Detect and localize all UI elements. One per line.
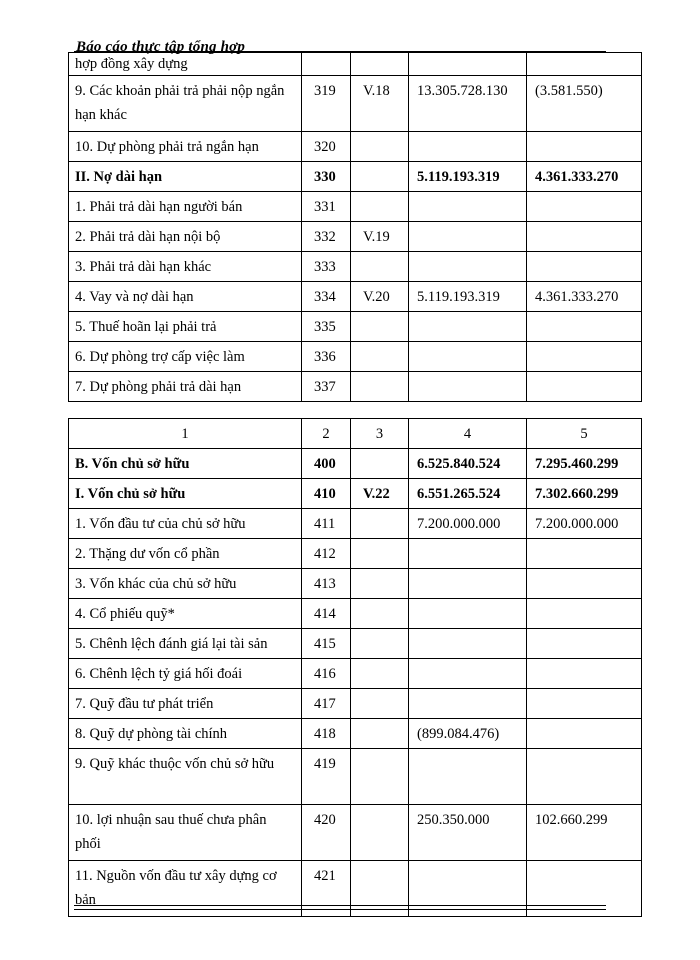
current-period-value: 6.551.265.524 [409, 479, 527, 509]
current-period-value [409, 372, 527, 402]
previous-period-value [527, 312, 642, 342]
item-code: 333 [302, 252, 351, 282]
table-row [69, 479, 642, 509]
item-note [351, 312, 409, 342]
item-code: 415 [302, 629, 351, 659]
item-code: 335 [302, 312, 351, 342]
item-note: V.18 [351, 76, 409, 132]
item-name: 2. Thặng dư vốn cổ phần [69, 539, 302, 569]
item-note [351, 252, 409, 282]
current-period-value: 6.525.840.524 [409, 449, 527, 479]
previous-period-value [527, 252, 642, 282]
table-row [69, 509, 642, 539]
item-name: 7. Dự phòng phải trả dài hạn [69, 372, 302, 402]
item-note [351, 509, 409, 539]
previous-period-value [527, 749, 642, 805]
item-name: 9. Quỹ khác thuộc vốn chủ sở hữu [69, 749, 302, 805]
item-code: 337 [302, 372, 351, 402]
previous-period-value [527, 689, 642, 719]
table-row [69, 222, 642, 252]
item-note [351, 569, 409, 599]
current-period-value: 5.119.193.319 [409, 162, 527, 192]
item-code: 330 [302, 162, 351, 192]
item-name: 11. Nguồn vốn đầu tư xây dựng cơ bản [69, 861, 302, 917]
current-period-value: 250.350.000 [409, 805, 527, 861]
previous-period-value: 4.361.333.270 [527, 282, 642, 312]
item-code: 334 [302, 282, 351, 312]
item-note [351, 132, 409, 162]
table-row [69, 805, 642, 861]
item-note [351, 599, 409, 629]
current-period-value [409, 749, 527, 805]
current-period-value [409, 132, 527, 162]
item-name: 6. Dự phòng trợ cấp việc làm [69, 342, 302, 372]
footer-rule [74, 905, 606, 906]
current-period-value [409, 252, 527, 282]
item-note [351, 629, 409, 659]
item-name: 5. Thuế hoãn lại phải trả [69, 312, 302, 342]
item-code: 410 [302, 479, 351, 509]
item-code: 414 [302, 599, 351, 629]
table-row [69, 132, 642, 162]
previous-period-value [527, 342, 642, 372]
current-period-value: 7.200.000.000 [409, 509, 527, 539]
table-row [69, 539, 642, 569]
item-code: 400 [302, 449, 351, 479]
current-period-value [409, 312, 527, 342]
column-number: 4 [409, 419, 527, 449]
item-code [302, 53, 351, 76]
previous-period-value: 7.295.460.299 [527, 449, 642, 479]
item-name: B. Vốn chủ sở hữu [69, 449, 302, 479]
table-row [69, 53, 642, 76]
previous-period-value [527, 659, 642, 689]
column-number: 3 [351, 419, 409, 449]
item-code: 332 [302, 222, 351, 252]
column-number: 2 [302, 419, 351, 449]
table-row [69, 449, 642, 479]
item-name: 7. Quỹ đầu tư phát triển [69, 689, 302, 719]
item-code: 320 [302, 132, 351, 162]
table-row [69, 372, 642, 402]
item-name: hợp đồng xây dựng [69, 53, 302, 76]
item-name: 10. Dự phòng phải trả ngắn hạn [69, 132, 302, 162]
table-row [69, 192, 642, 222]
item-note [351, 805, 409, 861]
previous-period-value: (3.581.550) [527, 76, 642, 132]
liabilities-table [68, 52, 642, 402]
item-note [351, 372, 409, 402]
current-period-value [409, 599, 527, 629]
item-name: II. Nợ dài hạn [69, 162, 302, 192]
previous-period-value [527, 132, 642, 162]
previous-period-value [527, 539, 642, 569]
previous-period-value: 7.200.000.000 [527, 509, 642, 539]
previous-period-value [527, 372, 642, 402]
table-row [69, 719, 642, 749]
item-note [351, 162, 409, 192]
item-name: I. Vốn chủ sở hữu [69, 479, 302, 509]
item-name: 4. Vay và nợ dài hạn [69, 282, 302, 312]
current-period-value [409, 222, 527, 252]
item-note [351, 192, 409, 222]
current-period-value [409, 629, 527, 659]
item-code: 418 [302, 719, 351, 749]
item-name: 8. Quỹ dự phòng tài chính [69, 719, 302, 749]
previous-period-value [527, 53, 642, 76]
item-code: 413 [302, 569, 351, 599]
item-code: 416 [302, 659, 351, 689]
item-name: 3. Vốn khác của chủ sở hữu [69, 569, 302, 599]
previous-period-value [527, 192, 642, 222]
table-row [69, 312, 642, 342]
previous-period-value [527, 569, 642, 599]
current-period-value [409, 539, 527, 569]
previous-period-value [527, 629, 642, 659]
current-period-value [409, 192, 527, 222]
column-number-row [69, 419, 642, 449]
item-code: 412 [302, 539, 351, 569]
current-period-value: 5.119.193.319 [409, 282, 527, 312]
table-row [69, 749, 642, 805]
previous-period-value [527, 222, 642, 252]
item-name: 9. Các khoản phải trả phải nộp ngắn hạn khác [69, 76, 302, 132]
item-note [351, 53, 409, 76]
item-code: 336 [302, 342, 351, 372]
item-name: 5. Chênh lệch đánh giá lại tài sản [69, 629, 302, 659]
item-note [351, 539, 409, 569]
table-row [69, 659, 642, 689]
item-name: 1. Vốn đầu tư của chủ sở hữu [69, 509, 302, 539]
table-row [69, 689, 642, 719]
item-note [351, 659, 409, 689]
current-period-value [409, 53, 527, 76]
item-name: 4. Cổ phiếu quỹ* [69, 599, 302, 629]
item-code: 331 [302, 192, 351, 222]
column-number: 1 [69, 419, 302, 449]
item-name: 10. lợi nhuận sau thuế chưa phân phối [69, 805, 302, 861]
equity-table [68, 418, 642, 917]
table-row [69, 252, 642, 282]
item-name: 6. Chênh lệch tỷ giá hối đoái [69, 659, 302, 689]
table-row [69, 599, 642, 629]
previous-period-value: 4.361.333.270 [527, 162, 642, 192]
item-note: V.22 [351, 479, 409, 509]
current-period-value [409, 689, 527, 719]
item-name: 3. Phải trả dài hạn khác [69, 252, 302, 282]
item-code: 319 [302, 76, 351, 132]
item-note [351, 449, 409, 479]
item-note [351, 719, 409, 749]
current-period-value [409, 569, 527, 599]
page-header-title: Báo cáo thực tập tổng hợp [76, 39, 246, 55]
item-code: 421 [302, 861, 351, 917]
current-period-value: 13.305.728.130 [409, 76, 527, 132]
table-row [69, 282, 642, 312]
previous-period-value: 7.302.660.299 [527, 479, 642, 509]
previous-period-value: 102.660.299 [527, 805, 642, 861]
item-name: 1. Phải trả dài hạn người bán [69, 192, 302, 222]
table-row [69, 629, 642, 659]
current-period-value [409, 342, 527, 372]
item-code: 411 [302, 509, 351, 539]
item-note [351, 749, 409, 805]
current-period-value [409, 659, 527, 689]
item-code: 417 [302, 689, 351, 719]
footer-rule [74, 909, 606, 910]
item-note [351, 689, 409, 719]
item-code: 419 [302, 749, 351, 805]
table-row [69, 569, 642, 599]
item-note: V.20 [351, 282, 409, 312]
table-row [69, 76, 642, 132]
item-code: 420 [302, 805, 351, 861]
previous-period-value [527, 599, 642, 629]
current-period-value: (899.084.476) [409, 719, 527, 749]
table-row [69, 162, 642, 192]
item-note: V.19 [351, 222, 409, 252]
previous-period-value [527, 719, 642, 749]
item-name: 2. Phải trả dài hạn nội bộ [69, 222, 302, 252]
item-note [351, 342, 409, 372]
column-number: 5 [527, 419, 642, 449]
table-row [69, 342, 642, 372]
